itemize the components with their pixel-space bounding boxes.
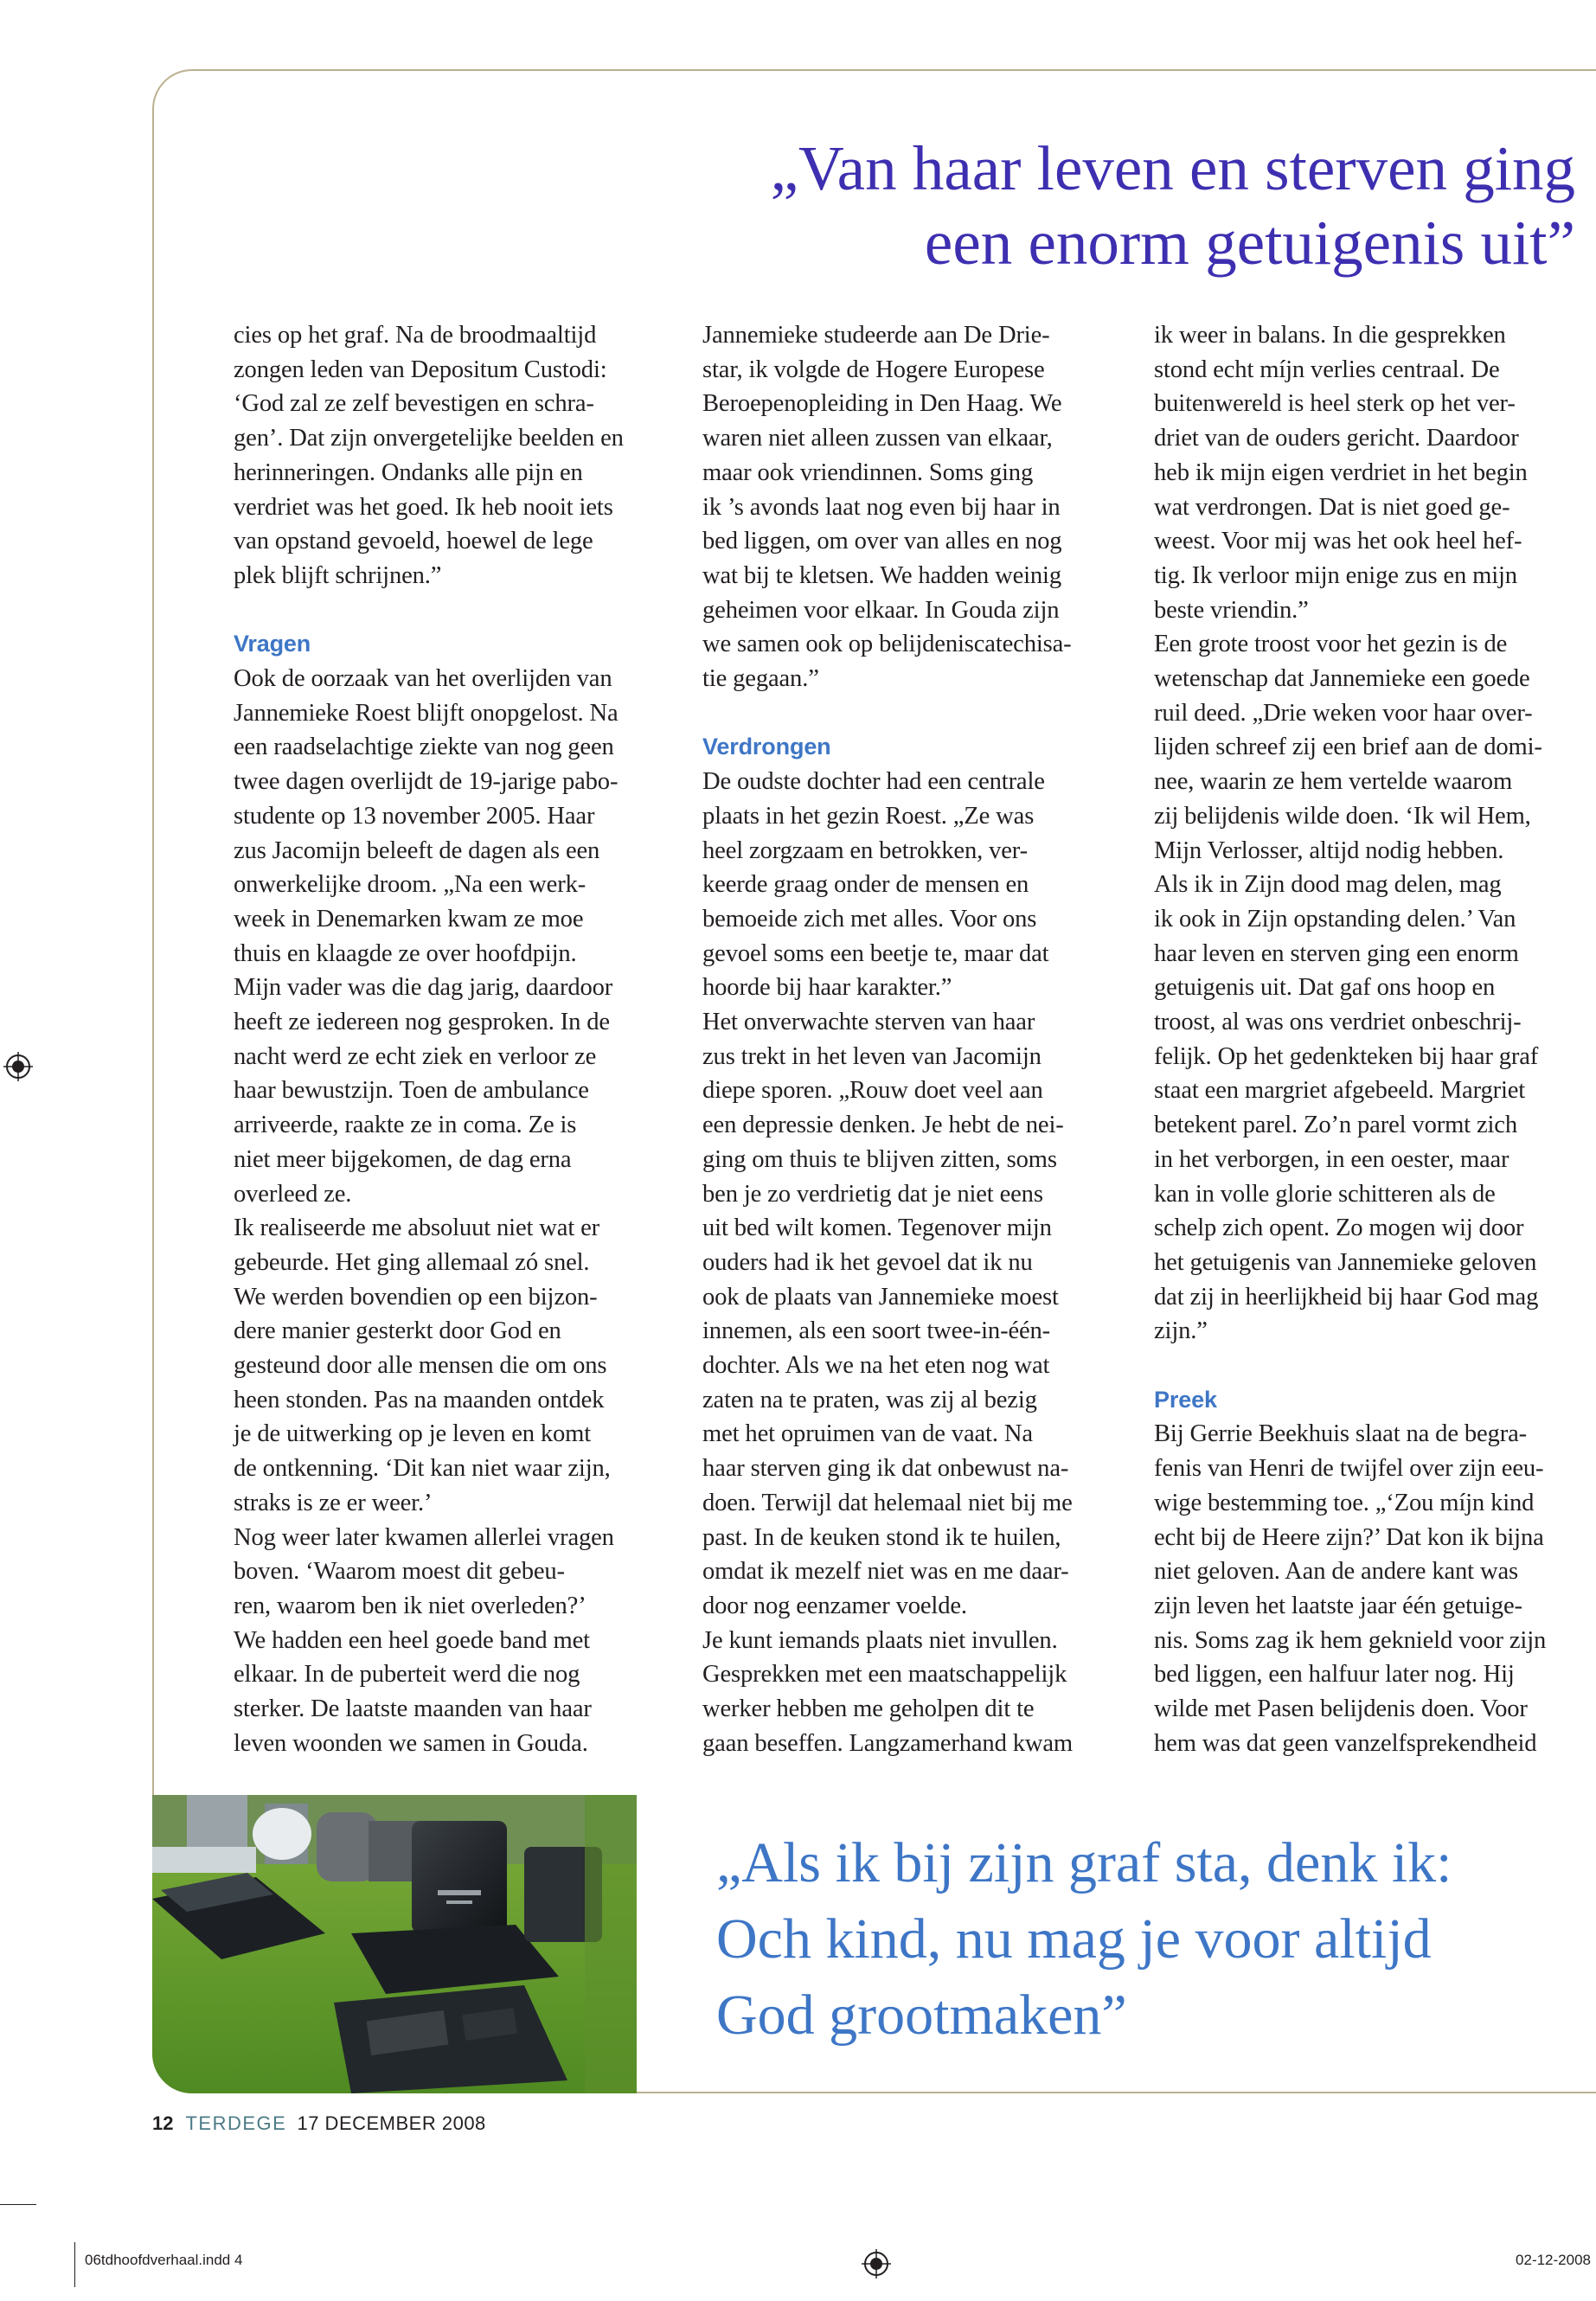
text-line: schelp zich opent. Zo mogen wij door [1154,1215,1524,1242]
text-line: onwerkelijke droom. „Na een werk- [234,871,586,899]
text-line: van opstand gevoeld, hoewel de lege [234,528,593,555]
text-line: studente op 13 november 2005. Haar [234,802,595,830]
text-line: elkaar. In de puberteit werd die nog [234,1661,580,1689]
text-line: haar leven en sterven ging een enorm [1154,939,1519,967]
text-line: Ik realiseerde me absoluut niet wat er [234,1215,600,1242]
text-line: gevoel soms een beetje te, maar dat [702,939,1049,967]
text-line: een depressie denken. Je hebt de nei- [702,1112,1064,1139]
text-line: ik ’s avonds laat nog even bij haar in [702,493,1061,521]
text-line: niet geloven. Aan de andere kant was [1154,1558,1518,1586]
text-line: arriveerde, raakte ze in coma. Ze is [234,1112,577,1139]
text-line: dere manier gesterkt door God en [234,1317,561,1345]
text-line: Jannemieke Roest blijft onopgelost. Na [234,699,619,727]
text-line: zijn leven het laatste jaar één getuige- [1154,1593,1522,1619]
text-line: dat zij in heerlijkheid bij haar God mag [1154,1283,1539,1311]
text-line: bed liggen, om over van alles en nog [702,528,1062,555]
text-line: staat een margriet afgebeeld. Margriet [1154,1077,1526,1105]
text-line: buitenwereld is heel sterk op het ver- [1154,390,1516,418]
text-line: zus Jacomijn beleeft de dagen als een [234,836,600,864]
text-line: Jannemieke studeerde aan De Drie- [702,322,1050,349]
article-column-2 [702,318,1118,1761]
text-line: leven woonden we samen in Gouda. [234,1729,588,1757]
text-line: Ook de oorzaak van het overlijden van [234,665,612,693]
slug-date: 02-12-2008 [1516,2252,1591,2268]
text-line: keerde graag onder de mensen en [702,871,1029,899]
text-line: nis. Soms zag ik hem geknield voor zijn [1154,1626,1547,1654]
text-line: echt bij de Heere zijn?’ Dat kon ik bijna [1154,1523,1544,1551]
slug-filename: 06tdhoofdverhaal.indd 4 [85,2252,243,2268]
text-line: weest. Voor mij was het ook heel hef- [1154,528,1522,555]
text-line: cies op het graf. Na de broodmaaltijd [234,322,597,349]
text-line: star, ik volgde de Hogere Europese [702,356,1045,383]
text-line: Als ik in Zijn dood mag delen, mag [1154,871,1502,899]
paragraph [1154,1417,1569,1760]
text-line: ‘God zal ze zelf bevestigen en schra- [234,390,594,418]
text-line: straks is ze er weer.’ [234,1489,433,1516]
paragraph [234,1211,649,1520]
text-line: past. In de keuken stond ik te huilen, [702,1523,1061,1551]
paragraph [702,765,1118,1005]
text-line: gesteund door alle mensen die om ons [234,1352,607,1380]
page-number: 12 [152,2112,174,2134]
text-line: week in Denemarken kwam ze moe [234,905,584,933]
pull-quote-line-3: God grootmaken” [716,1984,1127,2047]
text-line: getuigenis uit. Dat gaf ons hoop en [1154,974,1496,1002]
text-line: thuis en klaagde ze over hoofdpijn. [234,939,577,967]
paragraph [234,1521,649,1761]
text-line: felijk. Op het gedenkteken bij haar graf [1154,1042,1539,1070]
crop-mark-left-h [0,2204,36,2205]
text-line: wilde met Pasen belijdenis doen. Voor [1154,1695,1528,1723]
text-line: lijden schreef zij een brief aan de domi- [1154,734,1542,761]
article-column-1 [234,318,649,1761]
text-line: ook de plaats van Jannemieke moest [702,1283,1059,1311]
text-line: Mijn vader was die dag jarig, daardoor [234,974,613,1002]
text-line: Het onverwachte sterven van haar [702,1009,1035,1036]
pull-quote [716,1825,1590,2054]
text-line: betekent parel. Zo’n parel vormt zich [1154,1112,1517,1139]
text-line: Beroepenopleiding in Den Haag. We [702,390,1062,418]
text-line: boven. ‘Waarom moest dit gebeu- [234,1558,565,1586]
text-line: bed liggen, een halfuur later nog. Hij [1154,1661,1515,1689]
pull-quote-line-1: „Als ik bij zijn graf sta, denk ik: [716,1831,1452,1894]
registration-mark-icon [3,1052,33,1081]
text-line: ruil deed. „Drie weken voor haar over- [1154,699,1533,727]
text-line: stond echt míjn verlies centraal. De [1154,356,1500,383]
cemetery-photo [152,1795,637,2093]
text-line: met het opruimen van de vaat. Na [702,1420,1033,1448]
text-line: doen. Terwijl dat helemaal niet bij me [702,1489,1073,1516]
text-line: werker hebben me geholpen dit te [702,1695,1035,1723]
text-line: door nog eenzamer voelde. [702,1593,967,1619]
text-line: heen stonden. Pas na maanden ontdek [234,1386,605,1413]
text-line: fenis van Henri de twijfel over zijn eeu- [1154,1455,1544,1483]
text-line: ging om thuis te blijven zitten, soms [702,1145,1057,1173]
text-line: gaan beseffen. Langzamerhand kwam [702,1729,1073,1757]
paragraph [702,318,1118,696]
text-line: zij belijdenis wilde doen. ‘Ik wil Hem, [1154,802,1531,830]
text-line: De oudste dochter had een centrale [702,768,1045,796]
registration-mark-icon [862,2249,891,2279]
text-line: Nog weer later kwamen allerlei vragen [234,1523,614,1551]
text-line: zaten na te praten, was zij al bezig [702,1386,1037,1413]
text-line: hoorde bij haar karakter.” [702,974,952,1002]
text-line: We hadden een heel goede band met [234,1626,590,1654]
text-line: ren, waarom ben ik niet overleden?’ [234,1593,586,1619]
text-line: een raadselachtige ziekte van nog geen [234,734,614,761]
text-line: driet van de ouders gericht. Daardoor [1154,425,1519,452]
text-line: heel zorgzaam en betrokken, ver- [702,836,1028,864]
text-line: het getuigenis van Jannemieke geloven [1154,1248,1537,1276]
text-line: innemen, als een soort twee-in-één- [702,1317,1051,1345]
text-line: tie gegaan.” [702,665,819,693]
text-line: zijn.” [1154,1317,1208,1345]
text-line: je de uitwerking op je leven en komt [234,1420,592,1448]
text-line: beste vriendin.” [1154,596,1309,624]
text-line: maar ook vriendinnen. Soms ging [702,458,1034,486]
article-column-3 [1154,318,1569,1761]
text-line: geheimen voor elkaar. In Gouda zijn [702,596,1060,624]
text-line: ik ook in Zijn opstanding delen.’ Van [1154,905,1516,933]
headline-line-2: een enorm getuigenis uit” [924,208,1575,278]
text-line: twee dagen overlijdt de 19-jarige pabo- [234,768,619,796]
paragraph [702,1624,1118,1761]
text-line: niet meer bijgekomen, de dag erna [234,1145,572,1173]
headline-line-1: „Van haar leven en sterven ging [770,133,1575,203]
section-heading-preek: Preek [1154,1386,1217,1413]
text-line: verdriet was het goed. Ik heb nooit iets [234,493,613,521]
text-line: heb ik mijn eigen verdriet in het begin [1154,458,1528,486]
crop-mark-left-v [74,2242,75,2287]
text-line: wat verdrongen. Dat is niet goed ge- [1154,493,1510,521]
paragraph [702,1005,1118,1624]
issue-date: 17 DECEMBER 2008 [297,2112,486,2134]
text-line: in het verborgen, in een oester, maar [1154,1145,1509,1173]
text-line: gebeurde. Het ging allemaal zó snel. [234,1248,590,1276]
headline [537,131,1575,280]
text-line: Je kunt iemands plaats niet invullen. [702,1626,1058,1654]
text-line: Gesprekken met een maatschappelijk [702,1661,1067,1689]
cemetery-photo-image [152,1795,637,2093]
text-line: zus trekt in het leven van Jacomijn [702,1042,1042,1070]
text-line: zongen leden van Depositum Custodi: [234,356,607,383]
text-line: we samen ook op belijdeniscatechisa- [702,631,1072,658]
text-line: wat bij te kletsen. We hadden weinig [702,561,1062,589]
text-line: wige bestemming toe. „‘Zou míjn kind [1154,1489,1535,1516]
text-line: plek blijft schrijnen.” [234,561,442,589]
text-line: ik weer in balans. In die gesprekken [1154,322,1506,349]
text-line: dochter. Als we na het eten nog wat [702,1352,1050,1380]
text-line: troost, al was ons verdriet onbeschrij- [1154,1009,1522,1036]
magazine-name: TERDEGE [185,2112,287,2134]
paragraph [234,318,649,593]
paragraph [234,662,649,1211]
section-heading-vragen: Vragen [234,631,311,657]
text-line: sterker. De laatste maanden van haar [234,1695,592,1723]
text-line: gen’. Dat zijn onvergetelijke beelden en [234,425,624,452]
text-line: overleed ze. [234,1180,352,1208]
text-line: We werden bovendien op een bijzon- [234,1283,598,1311]
text-line: ben je zo verdrietig dat je niet eens [702,1180,1043,1208]
text-line: diepe sporen. „Rouw doet veel aan [702,1077,1043,1105]
text-line: omdat ik mezelf niet was en me daar- [702,1558,1069,1586]
text-line: Mijn Verlosser, altijd nodig hebben. [1154,836,1504,864]
text-line: wetenschap dat Jannemieke een goede [1154,665,1530,693]
text-line: ouders had ik het gevoel dat ik nu [702,1248,1033,1276]
text-line: kan in volle glorie schitteren als de [1154,1180,1496,1208]
text-line: de ontkenning. ‘Dit kan niet waar zijn, [234,1455,611,1483]
text-line: Bij Gerrie Beekhuis slaat na de begra- [1154,1420,1527,1448]
folio [152,2112,486,2135]
text-line: uit bed wilt komen. Tegenover mijn [702,1215,1052,1242]
text-line: herinneringen. Ondanks alle pijn en [234,458,583,486]
text-line: haar bewustzijn. Toen de ambulance [234,1077,589,1105]
paragraph [1154,318,1569,627]
section-heading-verdrongen: Verdrongen [702,734,831,760]
text-line: bemoeide zich met alles. Voor ons [702,905,1037,933]
paragraph [1154,627,1569,1349]
pull-quote-line-2: Och kind, nu mag je voor altijd [716,1907,1432,1971]
text-line: Een grote troost voor het gezin is de [1154,631,1508,658]
text-line: haar sterven ging ik dat onbewust na- [702,1455,1069,1483]
text-line: nacht werd ze echt ziek en verloor ze [234,1042,597,1070]
text-line: nee, waarin ze hem vertelde waarom [1154,768,1513,796]
text-line: heeft ze iedereen nog gesproken. In de [234,1009,610,1036]
text-line: tig. Ik verloor mijn enige zus en mijn [1154,561,1517,589]
text-line: waren niet alleen zussen van elkaar, [702,425,1053,452]
text-line: hem was dat geen vanzelfsprekendheid [1154,1729,1537,1757]
text-line: plaats in het gezin Roest. „Ze was [702,802,1035,830]
